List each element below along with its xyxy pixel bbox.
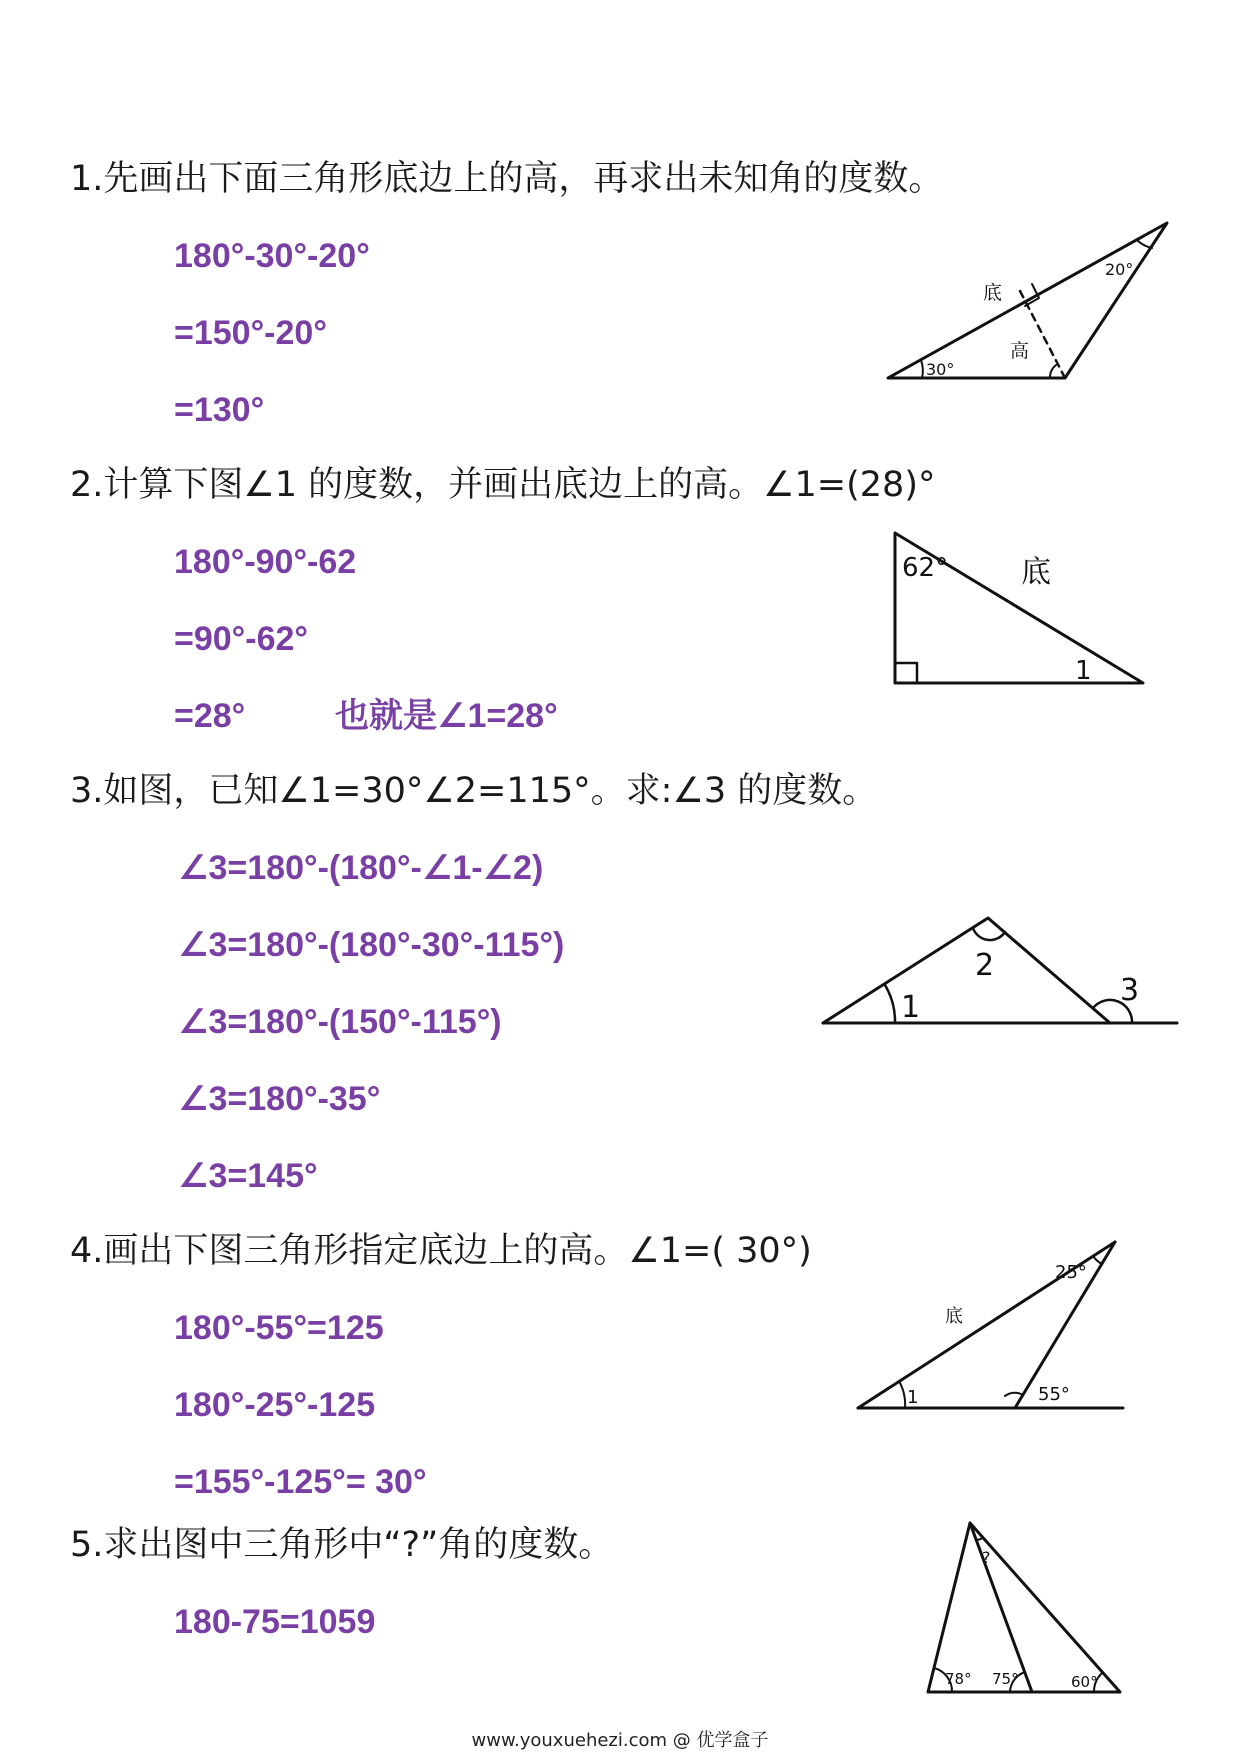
question-4-title: 4.画出下图三角形指定底边上的高。∠1=( 30°) [70, 1231, 812, 1271]
q1-step-1: 180°-30°-20° [174, 237, 370, 275]
q2-triangle-figure [885, 525, 1145, 690]
q1-height-label: 高 [1010, 340, 1030, 362]
q1-arc-20 [1137, 240, 1152, 248]
q5-angle-60: 60° [1071, 1673, 1098, 1691]
q2-step-1: 180°-90°-62 [174, 543, 357, 581]
q4-arc-25 [1093, 1256, 1102, 1264]
q3-angle-3: 3 [1120, 973, 1140, 1008]
q3-step-3: ∠3=180°-(150°-115°) [178, 1003, 502, 1041]
q1-step-3: =130° [174, 391, 265, 429]
q3-triangle-sides [823, 918, 1110, 1023]
q5-step-1: 180-75=1059 [174, 1603, 376, 1641]
q1-triangle-figure [880, 215, 1180, 390]
footer-watermark: www.youxuehezi.com @ 优学盒子 [471, 1730, 769, 1751]
q3-step-4: ∠3=180°-35° [178, 1080, 381, 1118]
q2-angle-1: 1 [1075, 656, 1092, 686]
q4-arc-1 [899, 1381, 905, 1408]
q2-step-2: =90°-62° [174, 620, 309, 658]
q4-step-3: =155°-125°= 30° [174, 1463, 427, 1501]
q3-arc-1 [885, 985, 895, 1023]
q1-angle-20: 20° [1105, 260, 1134, 279]
q5-angle-question: ? [982, 1548, 991, 1567]
q1-step-2: =150°-20° [174, 314, 327, 352]
q2-right-angle-mark [895, 663, 917, 683]
q4-arc-55 [1005, 1393, 1023, 1396]
q5-inner-line [970, 1523, 1032, 1692]
q3-step-5: ∠3=145° [178, 1157, 318, 1195]
q4-angle-55: 55° [1038, 1384, 1070, 1405]
q4-step-2: 180°-25°-125 [174, 1386, 376, 1424]
q2-note: 也就是∠1=28° [335, 697, 558, 735]
q3-step-2: ∠3=180°-(180°-30°-115°) [178, 926, 565, 964]
q1-angle-30: 30° [926, 360, 955, 379]
q2-step-3: =28° [174, 697, 246, 735]
q2-angle-62: 62° [902, 553, 949, 583]
question-1-title: 1.先画出下面三角形底边上的高，再求出未知角的度数。 [70, 159, 944, 199]
q1-arc-bottom [1050, 365, 1056, 378]
question-2-title: 2.计算下图∠1 的度数，并画出底边上的高。∠1=(28)° [70, 465, 936, 505]
q3-step-1: ∠3=180°-(180°-∠1-∠2) [178, 849, 544, 887]
q1-arc-30 [921, 360, 923, 378]
q3-triangle-figure [815, 905, 1185, 1030]
q3-angle-1: 1 [901, 990, 921, 1025]
question-3-title: 3.如图，已知∠1=30°∠2=115°。求:∠3 的度数。 [70, 771, 878, 811]
q4-angle-25: 25° [1055, 1262, 1087, 1283]
q4-base-label: 底 [945, 1306, 963, 1327]
q2-base-label: 底 [1021, 555, 1051, 590]
q4-step-1: 180°-55°=125 [174, 1309, 384, 1347]
q5-angle-75: 75° [992, 1670, 1019, 1688]
q4-angle-1: 1 [907, 1387, 919, 1408]
q4-triangle-figure [855, 1238, 1125, 1418]
question-5-title: 5.求出图中三角形中“?”角的度数。 [70, 1525, 614, 1565]
q5-triangle-figure [925, 1515, 1125, 1698]
q1-base-label: 底 [983, 282, 1003, 304]
q3-angle-2: 2 [975, 948, 995, 983]
q5-angle-78: 78° [945, 1670, 972, 1688]
